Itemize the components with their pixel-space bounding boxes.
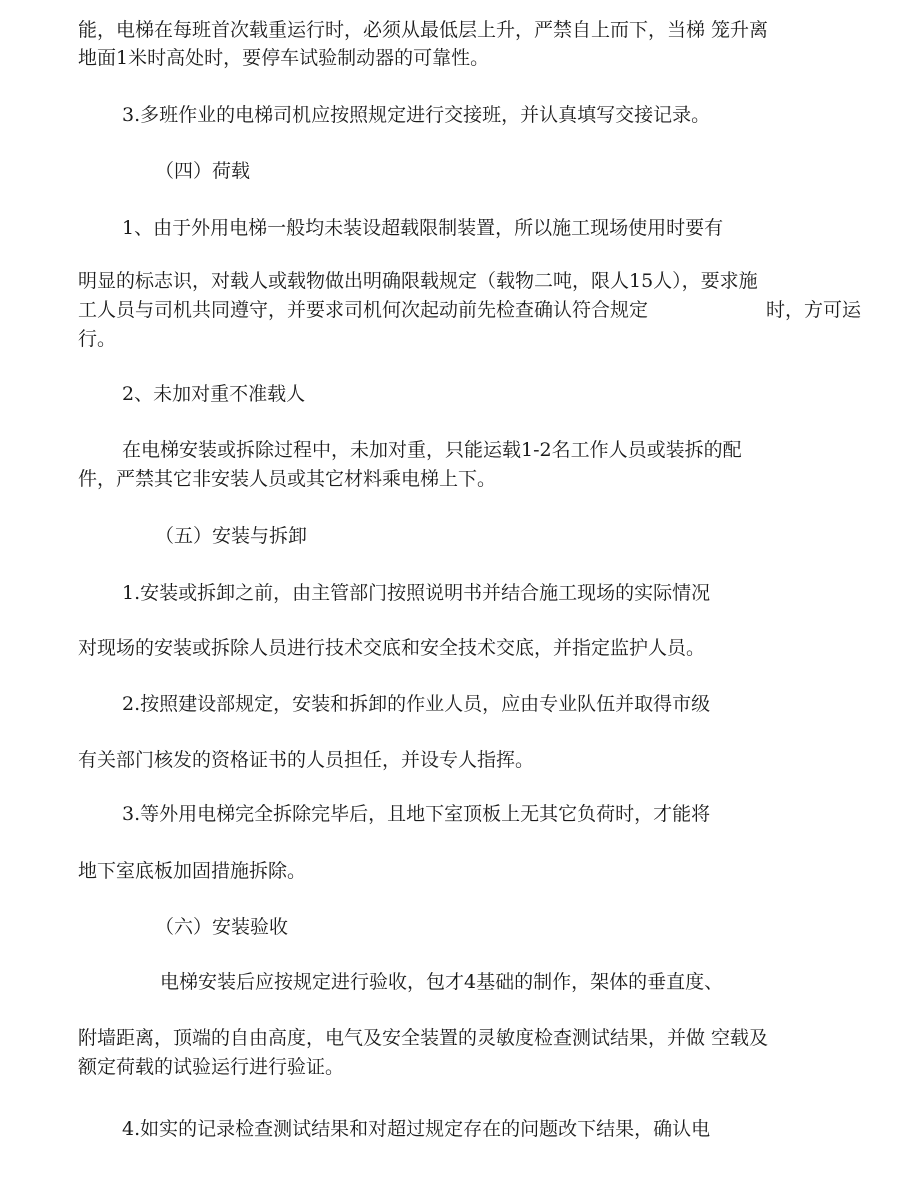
text-line: 明显的标志识，对载人或载物做出明确限载规定（载物二吨，限人15人），要求施 [78,270,758,292]
section-heading: （四）荷载 [155,160,251,182]
text-line: 地面1米时高处时，要停车试验制动器的可靠性。 [78,47,490,69]
text-line: 时，方可运 [766,299,862,321]
text-line: 有关部门核发的资格证书的人员担任，并设专人指挥。 [78,749,535,771]
text-line: 行。 [78,328,117,350]
text-line: 件，严禁其它非安装人员或其它材料乘电梯上下。 [78,468,497,490]
text-line: 电梯安装后应按规定进行验收，包才4基础的制作，架体的垂直度、 [160,971,724,993]
text-line: 地下室底板加固措施拆除。 [78,860,307,882]
section-heading: （六）安装验收 [155,916,289,938]
text-line: 1、由于外用电梯一般均未装设超载限制装置，所以施工现场使用时要有 [122,217,724,239]
text-line: 3.等外用电梯完全拆除完毕后，且地下室顶板上无其它负荷时，才能将 [122,803,711,825]
text-line: 3.多班作业的电梯司机应按照规定进行交接班，并认真填写交接记录。 [122,104,711,126]
text-line: 4.如实的记录检查测试结果和对超过规定存在的问题改下结果，确认电 [122,1118,711,1140]
text-line: 在电梯安装或拆除过程中，未加对重，只能运载1-2名工作人员或装拆的配 [122,439,742,461]
text-line: 2.按照建设部规定，安装和拆卸的作业人员，应由专业队伍并取得市级 [122,693,711,715]
text-line: 工人员与司机共同遵守，并要求司机何次起动前先检查确认符合规定 [78,299,649,321]
text-line: 附墙距离，顶端的自由高度，电气及安全装置的灵敏度检查测试结果，并做 空载及 [78,1027,769,1049]
text-line: 对现场的安装或拆除人员进行技术交底和安全技术交底，并指定监护人员。 [78,637,706,659]
section-heading: （五）安装与拆卸 [155,525,308,547]
section-heading: 2、未加对重不准载人 [122,383,306,405]
text-line: 1.安装或拆卸之前，由主管部门按照说明书并结合施工现场的实际情况 [122,582,711,604]
text-line: 能，电梯在每班首次载重运行时，必须从最低层上升，严禁自上而下，当梯 笼升离 [78,19,769,41]
text-line: 额定荷载的试验运行进行验证。 [78,1056,345,1078]
